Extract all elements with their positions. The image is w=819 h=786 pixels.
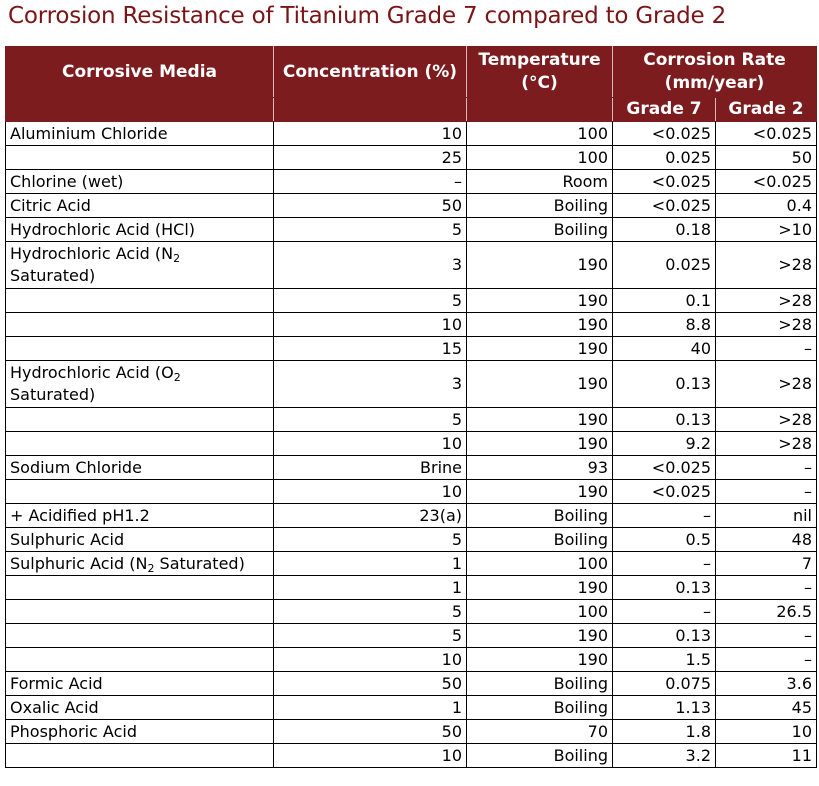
table-row [6,648,817,672]
cell-concentration: 1 [274,576,467,600]
cell-corrosive-media [6,242,274,289]
cell-temperature: Room [467,170,613,194]
cell-grade-2: >28 [716,408,817,432]
table-row [6,194,817,218]
cell-concentration: 5 [274,408,467,432]
cell-temperature: 190 [467,576,613,600]
cell-concentration: 1 [274,552,467,576]
media-label: Citric Acid [10,195,91,215]
cell-corrosive-media [6,337,274,361]
cell-grade-2: >28 [716,242,817,289]
cell-grade-2: 7 [716,552,817,576]
table-row [6,720,817,744]
cell-concentration: 5 [274,289,467,313]
cell-corrosive-media [6,624,274,648]
cell-grade-2: – [716,456,817,480]
cell-temperature: 70 [467,720,613,744]
table-row [6,624,817,648]
media-subscript: 2 [147,561,155,575]
cell-concentration: 23(a) [274,504,467,528]
cell-concentration: 5 [274,528,467,552]
cell-grade-2: 26.5 [716,600,817,624]
cell-temperature: Boiling [467,528,613,552]
corrosion-table [5,46,817,768]
header-temperature: Temperature (°C) [467,47,613,98]
cell-corrosive-media [6,361,274,408]
cell-grade-2: 10 [716,720,817,744]
cell-corrosive-media [6,696,274,720]
table-row [6,432,817,456]
cell-corrosive-media [6,528,274,552]
media-label: Sulphuric Acid [10,529,125,549]
cell-temperature: 190 [467,624,613,648]
cell-concentration: 3 [274,361,467,408]
cell-grade-7: 0.13 [613,361,716,408]
table-row [6,696,817,720]
cell-grade-7: 40 [613,337,716,361]
cell-concentration: 10 [274,744,467,768]
cell-temperature: 100 [467,122,613,146]
cell-grade-2: <0.025 [716,170,817,194]
cell-temperature: 190 [467,242,613,289]
cell-grade-7: 0.13 [613,624,716,648]
table-row [6,337,817,361]
cell-grade-2: 11 [716,744,817,768]
cell-grade-7: – [613,504,716,528]
cell-corrosive-media [6,408,274,432]
header-blank-temperature [467,98,613,122]
media-label: Aluminium Chloride [10,123,168,143]
cell-concentration: 25 [274,146,467,170]
cell-grade-2: <0.025 [716,122,817,146]
cell-temperature: 93 [467,456,613,480]
cell-grade-7: <0.025 [613,456,716,480]
media-subscript: 2 [173,371,181,384]
cell-temperature: 100 [467,552,613,576]
cell-concentration: 15 [274,337,467,361]
media-label-suffix: Saturated) [10,385,96,404]
cell-grade-2: 0.4 [716,194,817,218]
cell-temperature: 190 [467,313,613,337]
media-label: Phosphoric Acid [10,721,137,741]
cell-grade-2: 45 [716,696,817,720]
cell-concentration: 5 [274,600,467,624]
cell-temperature: Boiling [467,218,613,242]
media-subscript: 2 [173,252,181,265]
cell-corrosive-media [6,432,274,456]
cell-grade-7: <0.025 [613,480,716,504]
cell-temperature: Boiling [467,194,613,218]
cell-grade-7: <0.025 [613,194,716,218]
cell-corrosive-media [6,720,274,744]
cell-temperature: 190 [467,289,613,313]
cell-corrosive-media [6,122,274,146]
cell-grade-2: – [716,480,817,504]
cell-temperature: 190 [467,480,613,504]
cell-temperature: 190 [467,648,613,672]
cell-corrosive-media [6,504,274,528]
media-label: Oxalic Acid [10,697,99,717]
cell-grade-7: 0.13 [613,408,716,432]
cell-corrosive-media [6,600,274,624]
table-row [6,600,817,624]
cell-concentration: 3 [274,242,467,289]
cell-grade-2: >10 [716,218,817,242]
table-row [6,313,817,337]
table-row [6,672,817,696]
cell-grade-2: >28 [716,361,817,408]
cell-grade-2: >28 [716,432,817,456]
table-row [6,456,817,480]
cell-concentration: 50 [274,672,467,696]
cell-corrosive-media [6,456,274,480]
media-label: + Acidified pH1.2 [10,505,150,525]
table-row [6,218,817,242]
cell-concentration: 10 [274,432,467,456]
cell-grade-2: nil [716,504,817,528]
header-blank-media [6,98,274,122]
cell-temperature: 190 [467,432,613,456]
table-row [6,744,817,768]
cell-concentration: 10 [274,648,467,672]
cell-temperature: Boiling [467,504,613,528]
header-grade-7: Grade 7 [613,98,716,122]
cell-temperature: Boiling [467,672,613,696]
cell-grade-7: 0.025 [613,146,716,170]
cell-concentration: 5 [274,624,467,648]
cell-corrosive-media [6,146,274,170]
cell-grade-7: 1.13 [613,696,716,720]
cell-concentration: 1 [274,696,467,720]
cell-grade-2: 3.6 [716,672,817,696]
cell-concentration: 10 [274,480,467,504]
cell-grade-2: 50 [716,146,817,170]
table-row [6,528,817,552]
media-label: Hydrochloric Acid (O [10,363,174,382]
table-row [6,122,817,146]
cell-grade-2: – [716,337,817,361]
cell-concentration: 10 [274,122,467,146]
cell-grade-7: <0.025 [613,122,716,146]
cell-concentration: Brine [274,456,467,480]
table-row [6,361,817,408]
cell-grade-7: 0.025 [613,242,716,289]
cell-grade-7: <0.025 [613,170,716,194]
cell-grade-7: 1.5 [613,648,716,672]
header-blank-concentration [274,98,467,122]
cell-concentration: 50 [274,720,467,744]
table-row [6,242,817,289]
cell-concentration: – [274,170,467,194]
cell-concentration: 5 [274,218,467,242]
media-label-suffix: Saturated) [154,553,245,573]
cell-grade-7: 0.13 [613,576,716,600]
cell-concentration: 50 [274,194,467,218]
media-label: Sulphuric Acid (N [10,553,148,573]
table-row [6,289,817,313]
cell-corrosive-media [6,194,274,218]
cell-corrosive-media [6,672,274,696]
cell-grade-7: – [613,600,716,624]
table-row [6,480,817,504]
cell-grade-2: >28 [716,289,817,313]
cell-grade-7: 1.8 [613,720,716,744]
cell-grade-7: 3.2 [613,744,716,768]
cell-temperature: Boiling [467,744,613,768]
table-body [6,122,817,768]
cell-grade-2: >28 [716,313,817,337]
cell-grade-7: 9.2 [613,432,716,456]
cell-corrosive-media [6,170,274,194]
table-row [6,408,817,432]
cell-temperature: 190 [467,361,613,408]
cell-temperature: 190 [467,408,613,432]
cell-corrosive-media [6,552,274,576]
header-concentration: Concentration (%) [274,47,467,98]
table-row [6,504,817,528]
media-label: Hydrochloric Acid (HCl) [10,219,196,239]
cell-grade-7: 0.5 [613,528,716,552]
cell-grade-7: – [613,552,716,576]
cell-grade-2: – [716,576,817,600]
media-label-suffix: Saturated) [10,266,96,285]
cell-grade-7: 0.1 [613,289,716,313]
header-corrosion-rate: Corrosion Rate (mm/year) [613,47,817,98]
table-row [6,552,817,576]
media-label: Sodium Chloride [10,457,142,477]
cell-grade-7: 0.075 [613,672,716,696]
cell-concentration: 10 [274,313,467,337]
cell-temperature: 190 [467,337,613,361]
cell-corrosive-media [6,648,274,672]
table-row [6,170,817,194]
table-header [6,47,817,122]
header-grade-2: Grade 2 [716,98,817,122]
cell-corrosive-media [6,218,274,242]
cell-corrosive-media [6,576,274,600]
cell-corrosive-media [6,313,274,337]
table-row [6,146,817,170]
cell-grade-7: 0.18 [613,218,716,242]
page-title: Corrosion Resistance of Titanium Grade 7 compared to Grade 2 [8,3,727,29]
cell-grade-2: 48 [716,528,817,552]
cell-grade-2: – [716,624,817,648]
media-label: Formic Acid [10,673,103,693]
cell-grade-7: 8.8 [613,313,716,337]
media-label: Chlorine (wet) [10,171,124,191]
cell-grade-2: – [716,648,817,672]
table-row [6,576,817,600]
cell-corrosive-media [6,744,274,768]
cell-temperature: 100 [467,146,613,170]
cell-temperature: 100 [467,600,613,624]
media-label: Hydrochloric Acid (N [10,244,174,263]
cell-temperature: Boiling [467,696,613,720]
cell-corrosive-media [6,289,274,313]
cell-corrosive-media [6,480,274,504]
header-corrosive-media: Corrosive Media [6,47,274,98]
